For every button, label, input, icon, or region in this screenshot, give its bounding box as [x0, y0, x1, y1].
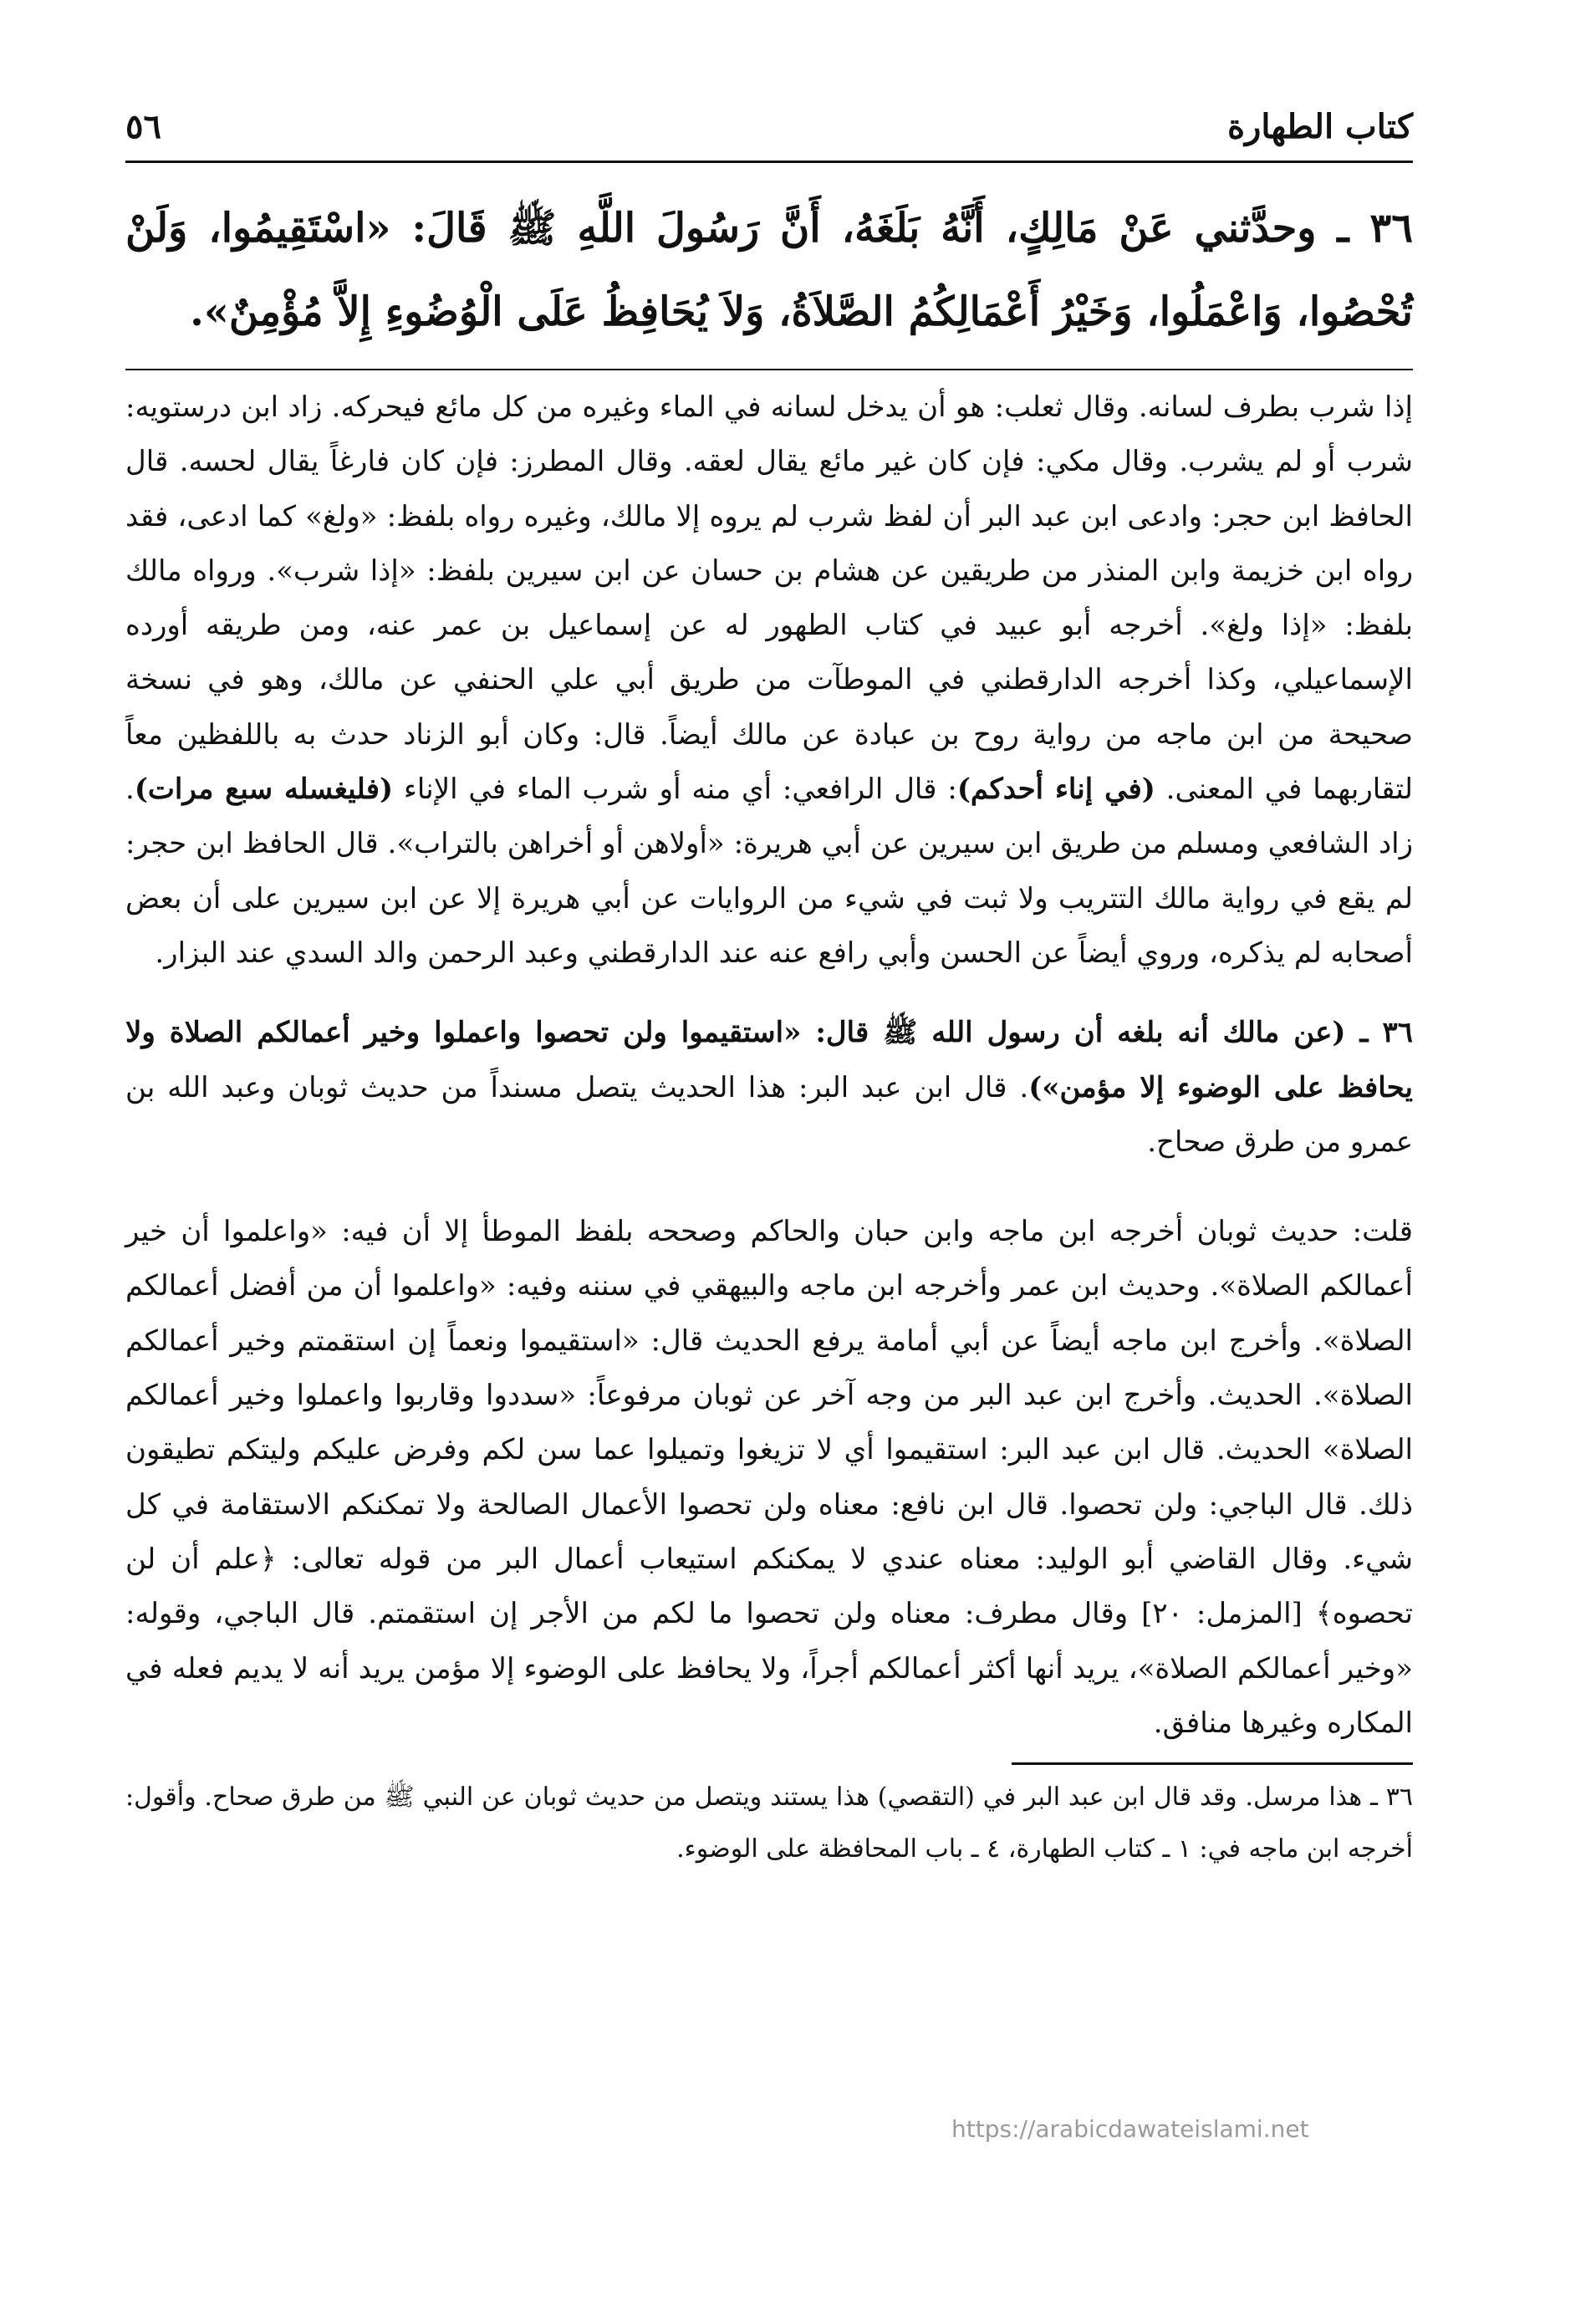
running-title: كتاب الطهارة — [1227, 107, 1413, 146]
commentary-bold-phrase: (فليغسله سبع مرات) — [134, 773, 394, 807]
book-page — [125, 100, 1413, 1900]
page-header — [125, 100, 1413, 163]
hadith-number: ٣٦ ـ — [1345, 1016, 1414, 1050]
commentary-paragraph-3: قلت: حديث ثوبان أخرجه ابن ماجه وابن حبان والحاكم وصححه بلفظ الموطأ إلا أن فيه: «واعلموا أن خير أعمالكم الصلاة». وحديث ابن عمر وأخرجه ابن ماجه والبيهقي في سننه وفيه: «واعلموا أن من أفضل أعمالكم الصلاة». وأخرج ابن ماجه أيضاً عن أبي أمامة يرفع الحديث قال: «استقيموا ونعماً إن استقمتم وخير أعمالكم الصلاة». الحديث. وأخرج ابن عبد البر من وجه آخر عن ثوبان مرفوعاً: «سددوا وقاربوا واعملوا وخير أعمالكم الصلاة» الحديث. قال ابن عبد البر: استقيموا أي لا تزيغوا وتميلوا عما سن لكم وفرض عليكم وليتكم تطيقون ذلك. قال الباجي: ولن تحصوا. قال ابن نافع: معناه ولن تحصوا الأعمال الصالحة ولا تمكنكم الاستقامة في كل شيء. وقال القاضي أبو الوليد: معناه عندي لا يمكنكم استيعاب أعمال البر من قوله تعالى: ﴿علم أن لن تحصوه﴾ [المزمل: ٢٠] وقال مطرف: معناه ولن تحصوا ما لكم من الأجر إن استقمتم. قال الباجي، وقوله: «وخير أعمالكم الصلاة»، يريد أنها أكثر أعمالكم أجراً، ولا يحافظ على الوضوء إلا مؤمن يريد أنه لا يديم فعله في المكاره وغيرها منافق. — [125, 1215, 1414, 1740]
footnote-divider — [1012, 1762, 1413, 1765]
hadith-quote: (عن مالك أنه بلغه أن رسول الله ﷺ قال: «استقيموا ولن تحصوا واعملوا وخير أعمالكم الصلاة ولا يحافظ على الوضوء إلا مؤمن») — [125, 1016, 1413, 1104]
page-number: ٥٦ — [125, 107, 161, 146]
commentary-text: : قال الرافعي: أي منه أو شرب الماء في الإناء — [393, 773, 957, 807]
commentary-text: إذا شرب بطرف لسانه. وقال ثعلب: هو أن يدخل لسانه في الماء وغيره من كل مائع فيحركه. زاد ابن درستويه: شرب أو لم يشرب. وقال مكي: فإن كان غير مائع يقال لعقه. وقال المطرز: فإن كان فارغاً يقال لحسه. قال الحافظ ابن حجر: وادعى ابن عبد البر أن لفظ شرب لم يروه إلا مالك، وغيره رواه بلفظ: «ولغ» كما ادعى، فقد رواه ابن خزيمة وابن المنذر من طريقين عن هشام بن حسان عن ابن سيرين بلفظ: «إذا شرب». ورواه مالك بلفظ: «إذا ولغ». أخرجه أبو عبيد في كتاب الطهور له عن إسماعيل بن عمر عنه، ومن طريقه أورده الإسماعيلي، وكذا أخرجه الدارقطني في الموطآت من طريق أبي علي الحنفي عن مالك، وهو في نسخة صحيحة من ابن ماجه من رواية روح بن عبادة عن مالك أيضاً. قال: وكان أبو الزناد حدث به باللفظين معاً لتقاربهما في المعنى. — [125, 390, 1414, 807]
footnote: ٣٦ ـ هذا مرسل. وقد قال ابن عبد البر في (التقصي) هذا يستند ويتصل من حديث ثوبان عن النبي ﷺ من طرق صحاح. وأقول: أخرجه ابن ماجه في: ١ ـ كتاب الطهارة، ٤ ـ باب المحافظة على الوضوء. — [125, 1782, 1413, 1864]
commentary-paragraph-2 — [125, 1006, 1413, 1170]
commentary-bold-phrase: (في إناء أحدكم) — [956, 773, 1155, 807]
hadith-main-text: ٣٦ ـ وحدَّثني عَنْ مَالِكٍ، أَنَّهُ بَلَغَهُ، أَنَّ رَسُولَ اللَّهِ ﷺ قَالَ: «اسْتَقِيمُوا، وَلَنْ تُحْصُوا، وَاعْمَلُوا، وَخَيْرُ أَعْمَالِكُمُ الصَّلاَةُ، وَلاَ يُحَافِظُ عَلَى الْوُضُوءِ إِلاَّ مُؤْمِنٌ». — [125, 186, 1413, 370]
commentary-paragraph-1 — [125, 380, 1413, 981]
commentary-text: . زاد الشافعي ومسلم من طريق ابن سيرين عن أبي هريرة: «أولاهن أو أخراهن بالتراب». قال الحافظ ابن حجر: لم يقع في رواية مالك التتريب ولا ثبت في شيء من الروايات عن أبي هريرة إلا عن ابن سيرين على أن بعض أصحابه لم يذكره، وروي أيضاً عن الحسن وأبي رافع عنه عند الدارقطني وعبد الرحمن والد السدي عند البزار. — [125, 773, 1413, 970]
commentary-text: . قال ابن عبد البر: هذا الحديث يتصل مسنداً من حديث ثوبان وعبد الله بن عمرو من طرق صحاح. — [125, 1070, 1413, 1159]
watermark-url: https://arabicdawateislami.net — [951, 2115, 1309, 2143]
